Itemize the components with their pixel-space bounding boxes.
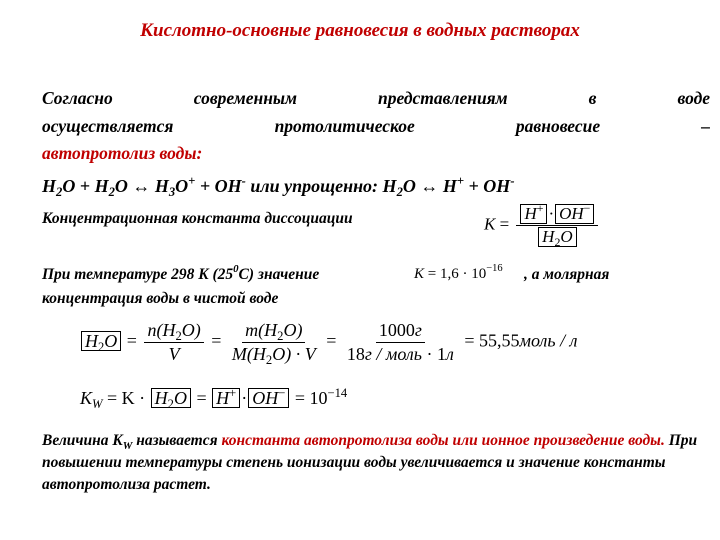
intro-word: воде	[677, 88, 711, 108]
intro-word: современным	[193, 88, 298, 108]
intro-line-1	[42, 88, 710, 109]
intro-word: протолитическое	[274, 116, 415, 136]
kw-formula: $K_W = K \cdot H_2O = H^+ \cdot OH^- = 10^{-14}$	[80, 386, 348, 411]
temperature-text-continuation: , а молярная	[524, 266, 610, 283]
temperature-text-line-2: концентрация воды в чистой воде	[42, 290, 279, 307]
autoprotolysis-label: автопротолиз воды:	[42, 143, 203, 163]
intro-word: Согласно	[42, 88, 113, 108]
intro-word: –	[701, 116, 711, 136]
temperature-text-line-1: При температуре 298 K $(25^0С)$ значение	[42, 263, 320, 283]
intro-line-2	[42, 116, 710, 137]
intro-word: осуществляется	[42, 116, 174, 136]
k-formula: K = $\frac{H^+ \cdot OH^-}{H_2O}$	[484, 204, 601, 247]
reaction-equation: $H_2O + H_2O$ ↔ $H_3O^+ + OH^-$ или упрощенно: $H_2O$ ↔ H+ + OH-	[42, 174, 515, 199]
concentration-constant-label: Концентрационная константа диссоциации	[42, 210, 353, 227]
intro-word: равновесие	[515, 116, 601, 136]
page-title: Кислотно-основные равновесия в водных растворах	[140, 20, 580, 41]
ionic-product-term: константа автопротолиза воды или ионное произведение воды.	[221, 432, 665, 449]
intro-word: в	[588, 88, 597, 108]
k-value-formula: $K = 1,6 \cdot 10^{-16}$	[414, 263, 503, 282]
water-concentration-formula: $H_2O$ = $\frac{n(H_2O)}{V}$ = $\frac{m(H_2O)}{M(H_2O) \cdot V}$ = $\frac{1000г}{\text{18г / моль · 1л}}$ = 55,55моль / л	[80, 320, 577, 365]
conclusion-paragraph: Величина $K_W$ называется константа автопротолиза воды или ионное произведение воды. При повышении температуры степень ионизации воды увеличивается и значение константы автопротолиза растет.	[42, 432, 698, 493]
intro-word: представлениям	[378, 88, 508, 108]
